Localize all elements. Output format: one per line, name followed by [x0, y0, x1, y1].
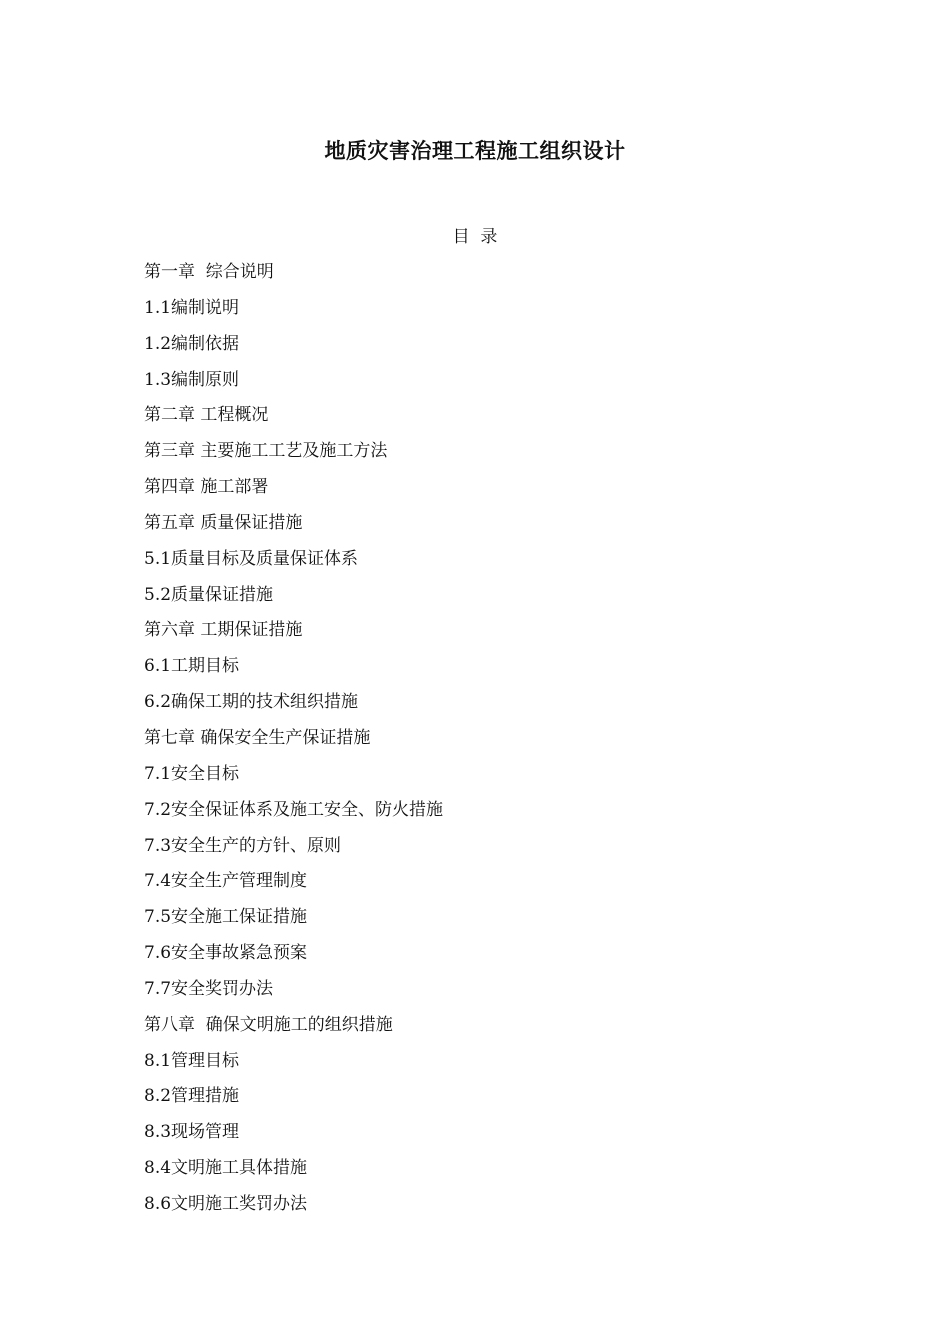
- toc-item: 第二章 工程概况: [144, 405, 269, 426]
- toc-item: 6.1工期目标: [144, 656, 240, 677]
- toc-item: 5.1质量目标及质量保证体系: [144, 548, 359, 569]
- toc-item: 7.2安全保证体系及施工安全、防火措施: [144, 799, 444, 820]
- toc-item: 8.1管理目标: [144, 1050, 240, 1071]
- toc-item: 1.2编制依据: [144, 333, 240, 354]
- toc-item: 1.3编制原则: [144, 369, 240, 390]
- toc-item: 第八章 确保文明施工的组织措施: [144, 1014, 393, 1035]
- toc-item: 第六章 工期保证措施: [144, 620, 303, 641]
- toc-heading: 目 录: [452, 227, 498, 247]
- toc-item: 7.4安全生产管理制度: [144, 871, 308, 892]
- toc-item: 1.1编制说明: [144, 297, 240, 318]
- toc-item: 8.3现场管理: [144, 1122, 240, 1143]
- toc-item: 7.5安全施工保证措施: [144, 907, 308, 928]
- toc-item: 7.7安全奖罚办法: [144, 978, 274, 999]
- toc-item: 第三章 主要施工工艺及施工方法: [144, 441, 388, 462]
- toc-item: 第五章 质量保证措施: [144, 512, 303, 533]
- toc-item: 5.2质量保证措施: [144, 584, 274, 605]
- toc-item: 7.3安全生产的方针、原则: [144, 835, 342, 856]
- toc-item: 第四章 施工部署: [144, 477, 269, 498]
- toc-item: 8.6文明施工奖罚办法: [144, 1193, 308, 1214]
- toc-item: 8.4文明施工具体措施: [144, 1158, 308, 1179]
- toc-item: 第一章 综合说明: [144, 262, 274, 282]
- toc-item: 7.1安全目标: [144, 763, 240, 784]
- toc-item: 8.2管理措施: [144, 1086, 240, 1107]
- toc-item: 7.6安全事故紧急预案: [144, 943, 308, 964]
- table-of-contents: [144, 259, 443, 1227]
- toc-item: 6.2确保工期的技术组织措施: [144, 692, 359, 713]
- toc-item: 第七章 确保安全生产保证措施: [144, 727, 371, 748]
- document-title: 地质灾害治理工程施工组织设计: [324, 139, 626, 163]
